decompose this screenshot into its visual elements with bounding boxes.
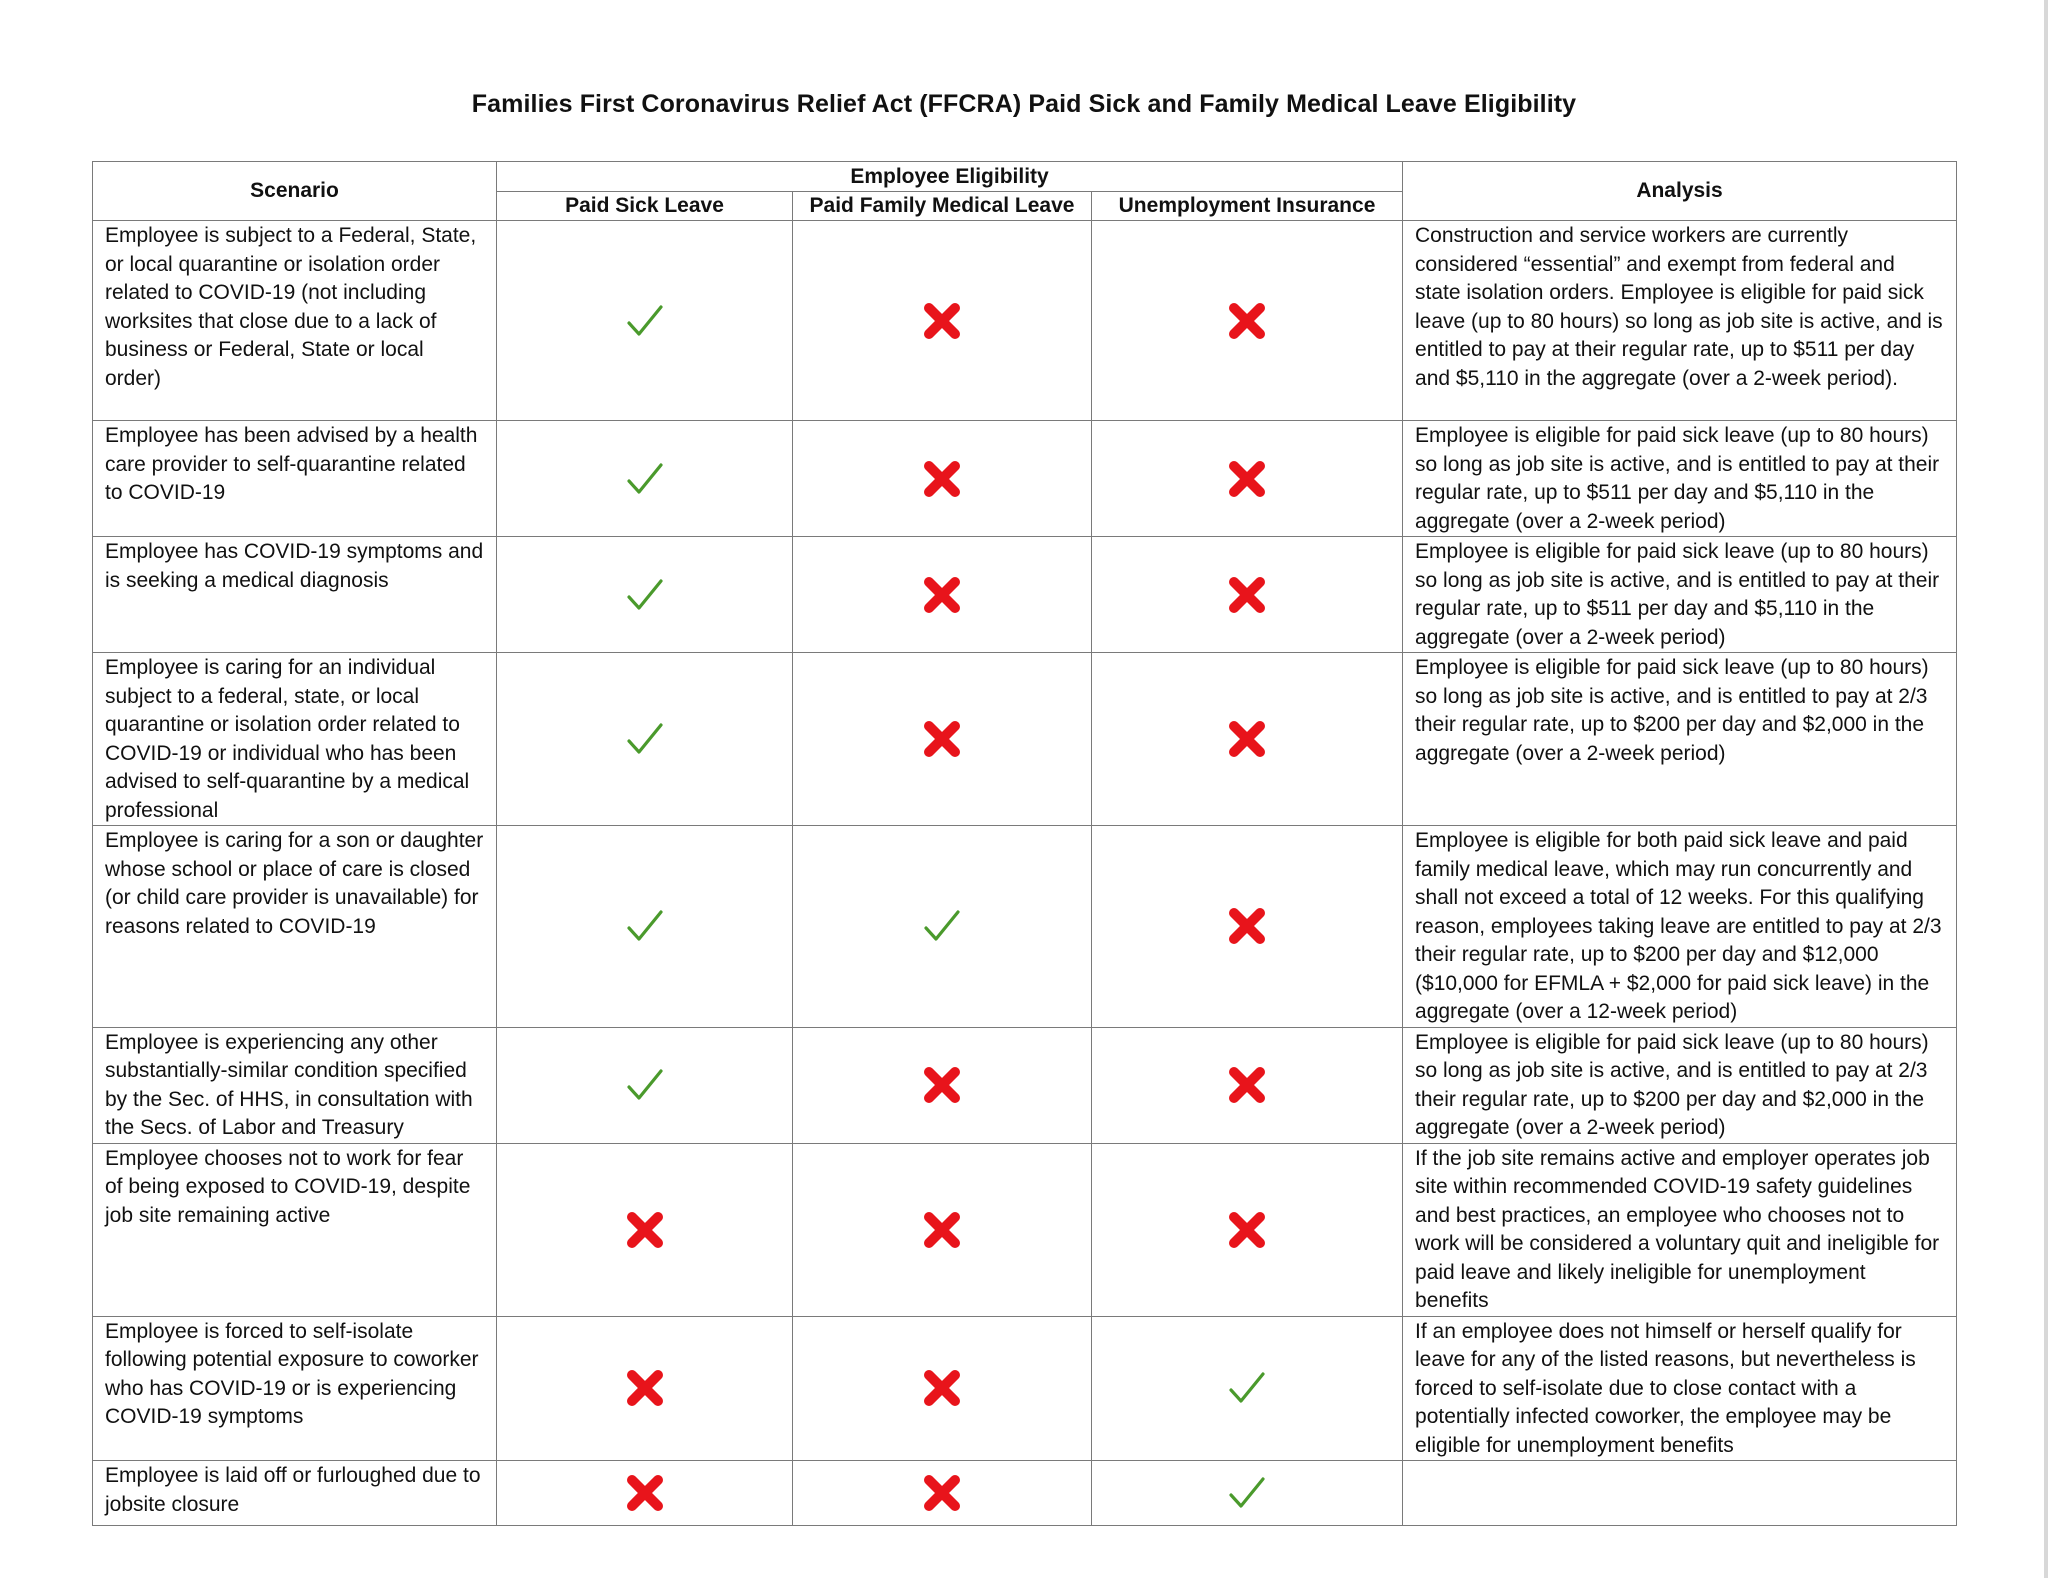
- scenario-cell: Employee is caring for a son or daughter whose school or place of care is closed (or child care provider is unavailable) for reasons related to COVID-19: [93, 826, 497, 1028]
- paid-sick-leave-cell: [497, 1461, 793, 1526]
- paid-family-medical-leave-cell: [793, 221, 1092, 421]
- paid-family-medical-leave-cell: [793, 537, 1092, 653]
- paid-family-medical-leave-cell: [793, 421, 1092, 537]
- table-header: [93, 162, 1957, 221]
- check-icon: [626, 304, 664, 338]
- header-analysis: Analysis: [1403, 162, 1957, 221]
- x-icon: [1228, 720, 1266, 758]
- header-employee-eligibility: Employee Eligibility: [497, 162, 1403, 192]
- page-edge: [2044, 0, 2048, 1578]
- scenario-cell: Employee is experiencing any other substantially-similar condition specified by the Sec. of HHS, in consultation with the Secs. of Labor and Treasury: [93, 1027, 497, 1143]
- table-row: [93, 421, 1957, 537]
- scenario-cell: Employee is laid off or furloughed due to jobsite closure: [93, 1461, 497, 1526]
- header-paid-sick-leave: Paid Sick Leave: [497, 192, 793, 221]
- analysis-cell: Employee is eligible for paid sick leave (up to 80 hours) so long as job site is active, and is entitled to pay at their regular rate, up to $511 per day and $5,110 in the aggregate (over a 2-week period): [1403, 421, 1957, 537]
- paid-sick-leave-cell: [497, 421, 793, 537]
- unemployment-insurance-cell: [1092, 653, 1403, 826]
- table-row: [93, 1027, 1957, 1143]
- scenario-cell: Employee has been advised by a health care provider to self-quarantine related to COVID-19: [93, 421, 497, 537]
- header-scenario: Scenario: [93, 162, 497, 221]
- x-icon: [626, 1211, 664, 1249]
- unemployment-insurance-cell: [1092, 826, 1403, 1028]
- paid-sick-leave-cell: [497, 221, 793, 421]
- table-row: [93, 1461, 1957, 1526]
- paid-sick-leave-cell: [497, 826, 793, 1028]
- unemployment-insurance-cell: [1092, 537, 1403, 653]
- paid-sick-leave-cell: [497, 653, 793, 826]
- page-title: Families First Coronavirus Relief Act (FFCRA) Paid Sick and Family Medical Leave Eligibility: [471, 90, 1577, 118]
- check-icon: [1228, 1371, 1266, 1405]
- unemployment-insurance-cell: [1092, 1143, 1403, 1316]
- check-icon: [626, 1068, 664, 1102]
- unemployment-insurance-cell: [1092, 221, 1403, 421]
- x-icon: [923, 1211, 961, 1249]
- scenario-cell: Employee is forced to self-isolate following potential exposure to coworker who has COVID-19 or is experiencing COVID-19 symptoms: [93, 1316, 497, 1461]
- x-icon: [1228, 460, 1266, 498]
- scenario-cell: Employee has COVID-19 symptoms and is seeking a medical diagnosis: [93, 537, 497, 653]
- unemployment-insurance-cell: [1092, 421, 1403, 537]
- analysis-cell: If an employee does not himself or herself qualify for leave for any of the listed reasons, but nevertheless is forced to self-isolate due to close contact with a potentially infected coworker, the employee may be eligible for unemployment benefits: [1403, 1316, 1957, 1461]
- paid-sick-leave-cell: [497, 537, 793, 653]
- table-row: [93, 826, 1957, 1028]
- check-icon: [626, 578, 664, 612]
- x-icon: [1228, 1211, 1266, 1249]
- paid-family-medical-leave-cell: [793, 653, 1092, 826]
- analysis-cell: Employee is eligible for paid sick leave (up to 80 hours) so long as job site is active, and is entitled to pay at their regular rate, up to $511 per day and $5,110 in the aggregate (over a 2-week period): [1403, 537, 1957, 653]
- x-icon: [923, 302, 961, 340]
- analysis-cell: Employee is eligible for paid sick leave (up to 80 hours) so long as job site is active, and is entitled to pay at 2/3 their regular rate, up to $200 per day and $2,000 in the aggregate (over a 2-week period): [1403, 653, 1957, 826]
- x-icon: [1228, 1066, 1266, 1104]
- x-icon: [1228, 302, 1266, 340]
- check-icon: [626, 722, 664, 756]
- paid-family-medical-leave-cell: [793, 1027, 1092, 1143]
- paid-family-medical-leave-cell: [793, 1316, 1092, 1461]
- scenario-cell: Employee is subject to a Federal, State, or local quarantine or isolation order related to COVID-19 (not including worksites that close due to a lack of business or Federal, State or local order): [93, 221, 497, 421]
- scenario-cell: Employee is caring for an individual subject to a federal, state, or local quarantine or isolation order related to COVID-19 or individual who has been advised to self-quarantine by a medical professional: [93, 653, 497, 826]
- paid-sick-leave-cell: [497, 1027, 793, 1143]
- analysis-cell: [1403, 1461, 1957, 1526]
- x-icon: [923, 1066, 961, 1104]
- unemployment-insurance-cell: [1092, 1027, 1403, 1143]
- x-icon: [923, 576, 961, 614]
- check-icon: [626, 909, 664, 943]
- eligibility-table: [92, 161, 1957, 1526]
- scenario-cell: Employee chooses not to work for fear of being exposed to COVID-19, despite job site remaining active: [93, 1143, 497, 1316]
- unemployment-insurance-cell: [1092, 1461, 1403, 1526]
- check-icon: [923, 909, 961, 943]
- table-row: [93, 1143, 1957, 1316]
- table-row: [93, 1316, 1957, 1461]
- unemployment-insurance-cell: [1092, 1316, 1403, 1461]
- x-icon: [1228, 576, 1266, 614]
- x-icon: [923, 460, 961, 498]
- header-paid-family-medical-leave: Paid Family Medical Leave: [793, 192, 1092, 221]
- table-body: [93, 221, 1957, 1526]
- table-row: [93, 537, 1957, 653]
- x-icon: [923, 1369, 961, 1407]
- analysis-cell: Employee is eligible for both paid sick leave and paid family medical leave, which may run concurrently and shall not exceed a total of 12 weeks. For this qualifying reason, employees taking leave are entitled to pay at 2/3 their regular rate, up to $200 per day and $12,000 ($10,000 for EFMLA + $2,000 for paid sick leave) in the aggregate (over a 12-week period): [1403, 826, 1957, 1028]
- check-icon: [1228, 1476, 1266, 1510]
- x-icon: [1228, 907, 1266, 945]
- analysis-cell: If the job site remains active and employer operates job site within recommended COVID-19 safety guidelines and best practices, an employee who chooses not to work will be considered a voluntary quit and ineligible for paid leave and likely ineligible for unemployment benefits: [1403, 1143, 1957, 1316]
- x-icon: [923, 720, 961, 758]
- analysis-cell: Employee is eligible for paid sick leave (up to 80 hours) so long as job site is active, and is entitled to pay at 2/3 their regular rate, up to $200 per day and $2,000 in the aggregate (over a 2-week period): [1403, 1027, 1957, 1143]
- analysis-cell: Construction and service workers are currently considered “essential” and exempt from federal and state isolation orders. Employee is eligible for paid sick leave (up to 80 hours) so long as job site is active, and is entitled to pay at their regular rate, up to $511 per day and $5,110 in the aggregate (over a 2-week period).: [1403, 221, 1957, 421]
- paid-family-medical-leave-cell: [793, 1461, 1092, 1526]
- paid-family-medical-leave-cell: [793, 1143, 1092, 1316]
- paid-family-medical-leave-cell: [793, 826, 1092, 1028]
- x-icon: [626, 1369, 664, 1407]
- x-icon: [626, 1474, 664, 1512]
- table-row: [93, 221, 1957, 421]
- table-row: [93, 653, 1957, 826]
- header-unemployment-insurance: Unemployment Insurance: [1092, 192, 1403, 221]
- paid-sick-leave-cell: [497, 1316, 793, 1461]
- paid-sick-leave-cell: [497, 1143, 793, 1316]
- x-icon: [923, 1474, 961, 1512]
- check-icon: [626, 462, 664, 496]
